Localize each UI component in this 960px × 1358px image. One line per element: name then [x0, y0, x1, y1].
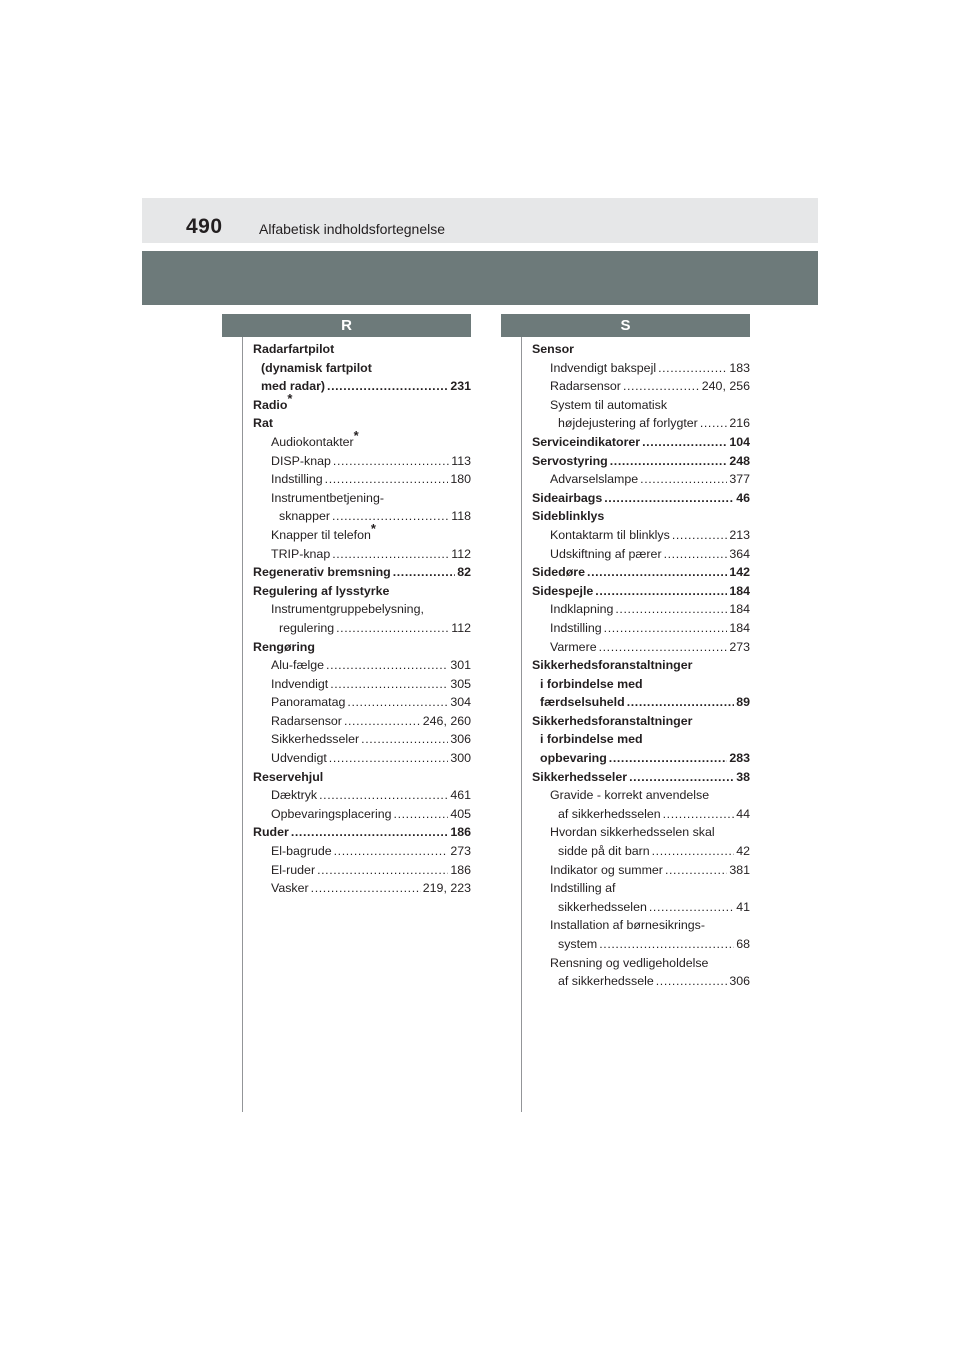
- entry-label: [550, 600, 613, 619]
- entry-label: [550, 954, 708, 973]
- index-entry: [253, 600, 471, 619]
- entry-label: [271, 520, 376, 545]
- index-entry: [253, 563, 471, 582]
- dot-leader: [640, 470, 727, 489]
- page-reference: 186: [450, 825, 471, 840]
- entry-text: Installation af børnesikrings-: [550, 918, 705, 933]
- index-entry: [253, 545, 471, 564]
- index-entry: [532, 805, 750, 824]
- entry-text: Radarfartpilot: [253, 342, 335, 356]
- index-entry: [253, 730, 471, 749]
- index-entry: [532, 433, 750, 452]
- page-reference: 304: [450, 695, 471, 710]
- index-entry: [253, 582, 471, 601]
- entry-text: Rensning og vedligeholdelse: [550, 955, 709, 970]
- entry-text: Indvendigt bakspejl: [550, 360, 657, 375]
- entry-text: Gravide - korrekt anvendelse: [550, 788, 710, 803]
- page-reference: 248: [729, 453, 750, 468]
- page-reference: 118: [451, 509, 471, 524]
- entry-text: Indklapning: [550, 602, 614, 617]
- page-reference: 184: [729, 583, 750, 598]
- page-reference: 301: [450, 658, 471, 673]
- entry-label: [271, 545, 330, 564]
- entry-text: Panoramatag: [271, 695, 346, 710]
- entry-label: [279, 619, 334, 638]
- index-entry: [253, 359, 471, 378]
- page-reference: 104: [729, 434, 750, 449]
- page-reference: 44: [736, 806, 750, 821]
- asterisk-mark: *: [370, 520, 376, 536]
- dot-leader: [649, 898, 734, 917]
- entry-text: Knapper til telefon: [271, 527, 371, 542]
- entry-label: [558, 935, 597, 954]
- dot-leader: [604, 619, 728, 638]
- entry-label: [253, 638, 315, 657]
- entry-label: [540, 749, 607, 768]
- index-entry: [532, 545, 750, 564]
- entry-text: System til automatisk: [550, 397, 668, 412]
- dot-leader: [665, 861, 727, 880]
- index-entry: [253, 340, 471, 359]
- entry-text: af sikkerhedssele: [558, 974, 654, 989]
- entry-label: [532, 489, 602, 508]
- dot-leader: [344, 712, 421, 731]
- entry-text: sknapper: [279, 509, 330, 524]
- page-reference: 273: [450, 844, 471, 859]
- entry-label: [550, 377, 621, 396]
- page-reference: 377: [729, 472, 750, 487]
- index-entry: [532, 916, 750, 935]
- page-reference: 216: [729, 416, 750, 431]
- entry-text: Sidespejle: [532, 583, 594, 598]
- entry-label: [253, 582, 389, 601]
- page-reference: 240, 256: [701, 379, 750, 394]
- entry-text: El-ruder: [271, 862, 316, 877]
- entry-label: [558, 842, 650, 861]
- entry-text: Vasker: [271, 881, 309, 896]
- index-column-r: [253, 340, 471, 898]
- entry-text: Sikkerhedsseler: [271, 732, 360, 747]
- entry-text: af sikkerhedsselen: [558, 806, 661, 821]
- index-entry: [253, 452, 471, 471]
- entry-text: Alu-fælge: [271, 658, 325, 673]
- entry-text: DISP-knap: [271, 453, 331, 468]
- entry-text: Ruder: [253, 825, 289, 840]
- entry-label: [271, 656, 324, 675]
- dot-leader: [599, 935, 734, 954]
- page-reference: 82: [457, 565, 471, 580]
- index-entry: [532, 638, 750, 657]
- entry-label: [532, 768, 627, 787]
- entry-label: [253, 563, 391, 582]
- dot-leader: [656, 972, 728, 991]
- letter-heading-s: S: [501, 314, 750, 337]
- index-entry: [253, 879, 471, 898]
- entry-label: [532, 563, 585, 582]
- entry-text: Indikator og summer: [550, 862, 663, 877]
- page-reference: 184: [729, 620, 750, 635]
- entry-label: [550, 823, 715, 842]
- dot-leader: [658, 359, 727, 378]
- index-entry: [532, 600, 750, 619]
- page-reference: 41: [736, 899, 750, 914]
- entry-text: Sikkerhedsseler: [532, 769, 628, 784]
- dot-leader: [332, 507, 449, 526]
- entry-text: Indstilling af: [550, 881, 616, 896]
- entry-label: [532, 433, 640, 452]
- index-entry: [532, 879, 750, 898]
- index-entry: [532, 749, 750, 768]
- entry-text: Audiokontakter: [271, 434, 354, 449]
- entry-text: Rat: [253, 416, 273, 431]
- entry-text: sidde på dit barn: [558, 844, 650, 859]
- page-reference: 246, 260: [422, 713, 471, 728]
- entry-label: [261, 377, 325, 396]
- index-entry: [532, 898, 750, 917]
- dot-leader: [326, 656, 448, 675]
- index-entry: [253, 712, 471, 731]
- dot-leader: [330, 675, 448, 694]
- dot-leader: [361, 730, 448, 749]
- dot-leader: [319, 786, 448, 805]
- page-reference: 142: [729, 565, 750, 580]
- entry-label: [253, 823, 289, 842]
- entry-text: sikkerhedsselen: [558, 899, 647, 914]
- entry-text: højdejustering af forlygter: [558, 416, 698, 431]
- dot-leader: [334, 842, 449, 861]
- page-reference: 231: [450, 379, 471, 394]
- entry-label: [558, 898, 647, 917]
- index-entry: [532, 582, 750, 601]
- entry-label: [558, 972, 654, 991]
- page-reference: 112: [451, 546, 471, 561]
- index-entry: [532, 563, 750, 582]
- index-entry: [532, 954, 750, 973]
- entry-text: Instrumentgruppebelysning,: [271, 602, 424, 617]
- index-entry: [253, 638, 471, 657]
- index-entry: [532, 619, 750, 638]
- entry-label: [550, 879, 615, 898]
- entry-text: Varmere: [550, 639, 597, 654]
- page-reference: 184: [729, 602, 750, 617]
- entry-label: [271, 489, 384, 508]
- index-entry: [532, 452, 750, 471]
- page-reference: 89: [736, 695, 750, 710]
- entry-text: Sidedøre: [532, 565, 586, 580]
- index-entry: [532, 861, 750, 880]
- entry-text: Udvendigt: [271, 751, 327, 766]
- entry-text: Sikkerhedsforanstaltninger: [532, 713, 693, 728]
- entry-label: [279, 507, 330, 526]
- page-reference: 219, 223: [422, 881, 471, 896]
- entry-text: Radarsensor: [271, 713, 342, 728]
- dot-leader: [325, 470, 449, 489]
- dot-leader: [627, 693, 735, 712]
- entry-label: [271, 861, 315, 880]
- dot-leader: [327, 377, 448, 396]
- entry-label: [550, 526, 670, 545]
- page-reference: 405: [450, 806, 471, 821]
- index-entry: [253, 823, 471, 842]
- dot-leader: [599, 638, 728, 657]
- entry-text: Sikkerhedsforanstaltninger: [532, 658, 693, 673]
- dot-leader: [291, 823, 449, 842]
- entry-text: Serviceindikatorer: [532, 434, 641, 449]
- entry-text: Sideairbags: [532, 490, 603, 505]
- page-reference: 183: [729, 360, 750, 375]
- dot-leader: [672, 526, 727, 545]
- index-entry: [253, 427, 471, 452]
- dot-leader: [393, 563, 455, 582]
- entry-label: [532, 340, 574, 359]
- page-reference: 306: [729, 974, 750, 989]
- entry-label: [271, 842, 332, 861]
- entry-text: Sideblinklys: [532, 509, 605, 524]
- index-entry: [253, 390, 471, 415]
- page-reference: 186: [450, 862, 471, 877]
- entry-label: [271, 879, 309, 898]
- entry-text: system: [558, 937, 598, 951]
- entry-label: [558, 805, 661, 824]
- entry-label: [550, 396, 667, 415]
- page-reference: 283: [729, 751, 750, 766]
- dot-leader: [664, 545, 728, 564]
- entry-text: Servostyring: [532, 453, 608, 468]
- column-divider-s: [521, 337, 522, 1112]
- entry-text: Indstilling: [271, 472, 323, 487]
- page-reference: 213: [729, 527, 750, 542]
- entry-label: [253, 340, 334, 359]
- entry-label: [540, 730, 643, 749]
- entry-text: Udskiftning af pærer: [550, 546, 662, 561]
- dot-leader: [332, 545, 449, 564]
- entry-text: Indvendigt: [271, 676, 329, 691]
- dot-leader: [652, 842, 735, 861]
- index-entry: [253, 656, 471, 675]
- index-entry: [253, 842, 471, 861]
- entry-label: [532, 452, 608, 471]
- index-entry: [532, 972, 750, 991]
- entry-label: [271, 786, 317, 805]
- entry-label: [271, 452, 331, 471]
- index-entry: [532, 526, 750, 545]
- entry-label: [532, 712, 692, 731]
- page-reference: 113: [451, 453, 471, 468]
- index-entry: [532, 396, 750, 415]
- page-reference: 364: [729, 546, 750, 561]
- dot-leader: [317, 861, 448, 880]
- entry-text: i forbindelse med: [540, 732, 643, 747]
- entry-label: [271, 693, 345, 712]
- page-reference: 68: [736, 937, 750, 951]
- dot-leader: [329, 749, 449, 768]
- index-entry: [253, 520, 471, 545]
- entry-label: [550, 359, 656, 378]
- index-column-s: [532, 340, 750, 991]
- dot-leader: [587, 563, 727, 582]
- index-entry: [532, 786, 750, 805]
- index-entry: [532, 340, 750, 359]
- entry-label: [271, 600, 424, 619]
- page-reference: 112: [451, 620, 471, 635]
- index-entry: [253, 377, 471, 396]
- entry-text: Advarselslampe: [550, 472, 639, 487]
- index-entry: [532, 712, 750, 731]
- index-entry: [253, 805, 471, 824]
- index-entry: [253, 489, 471, 508]
- page-reference: 306: [450, 732, 471, 747]
- index-entry: [532, 730, 750, 749]
- entry-text: Radio: [253, 397, 288, 412]
- index-entry: [532, 470, 750, 489]
- entry-text: regulering: [279, 620, 335, 635]
- entry-label: [540, 693, 625, 712]
- entry-label: [550, 916, 705, 935]
- entry-text: (dynamisk fartpilot: [261, 360, 372, 375]
- dot-leader: [642, 433, 727, 452]
- entry-label: [532, 507, 604, 526]
- entry-label: [532, 582, 593, 601]
- dot-leader: [336, 619, 449, 638]
- entry-label: [550, 619, 602, 638]
- page-reference: 300: [450, 751, 471, 766]
- dot-leader: [333, 452, 449, 471]
- index-entry: [532, 823, 750, 842]
- index-entry: [253, 675, 471, 694]
- index-entry: [532, 693, 750, 712]
- entry-text: Hvordan sikkerhedsselen skal: [550, 825, 715, 840]
- index-entry: [253, 749, 471, 768]
- dot-leader: [615, 600, 727, 619]
- entry-text: Reservehjul: [253, 769, 324, 784]
- letter-heading-r: R: [222, 314, 471, 337]
- entry-text: Opbevaringsplacering: [271, 806, 392, 821]
- index-entry: [532, 377, 750, 396]
- index-entry: [253, 768, 471, 787]
- entry-label: [261, 359, 372, 378]
- page-reference: 42: [736, 844, 750, 859]
- entry-label: [271, 805, 392, 824]
- dot-leader: [394, 805, 449, 824]
- page-reference: 305: [450, 676, 471, 691]
- entry-label: [253, 414, 273, 433]
- entry-text: Dæktryk: [271, 788, 318, 803]
- entry-label: [271, 749, 327, 768]
- entry-label: [271, 427, 359, 452]
- entry-label: [558, 414, 698, 433]
- asterisk-mark: *: [353, 427, 359, 443]
- entry-text: TRIP-knap: [271, 546, 331, 561]
- entry-text: opbevaring: [540, 751, 607, 766]
- index-entry: [253, 861, 471, 880]
- page-number: 490: [186, 215, 223, 238]
- dot-leader: [609, 749, 728, 768]
- dot-leader: [629, 768, 734, 787]
- entry-text: i forbindelse med: [540, 676, 643, 691]
- dot-leader: [604, 489, 734, 508]
- page-reference: 180: [450, 472, 471, 487]
- entry-text: Kontaktarm til blinklys: [550, 527, 670, 542]
- entry-label: [540, 675, 643, 694]
- entry-label: [253, 768, 323, 787]
- page-reference: 46: [736, 490, 750, 505]
- dot-leader: [610, 452, 728, 471]
- entry-label: [271, 712, 342, 731]
- page-reference: 273: [729, 639, 750, 654]
- index-entry: [253, 414, 471, 433]
- asterisk-mark: *: [287, 390, 293, 406]
- index-entry: [253, 507, 471, 526]
- entry-label: [550, 638, 597, 657]
- entry-text: Regenerativ bremsning: [253, 565, 391, 580]
- entry-text: med radar): [261, 379, 326, 394]
- index-entry: [532, 656, 750, 675]
- entry-text: El-bagrude: [271, 844, 332, 859]
- entry-text: Instrumentbetjening-: [271, 490, 384, 505]
- entry-label: [550, 786, 709, 805]
- entry-label: [532, 656, 692, 675]
- header-bar: [142, 198, 818, 243]
- index-entry: [253, 470, 471, 489]
- index-entry: [532, 842, 750, 861]
- index-entry: [532, 507, 750, 526]
- entry-label: [253, 390, 293, 415]
- entry-text: Indstilling: [550, 620, 602, 635]
- index-entry: [253, 786, 471, 805]
- dot-leader: [347, 693, 448, 712]
- entry-text: Regulering af lysstyrke: [253, 583, 390, 598]
- entry-label: [550, 470, 638, 489]
- entry-label: [550, 861, 663, 880]
- dot-leader: [700, 414, 728, 433]
- dot-leader: [623, 377, 700, 396]
- index-entry: [253, 693, 471, 712]
- dot-leader: [595, 582, 727, 601]
- entry-label: [271, 675, 328, 694]
- section-band: [142, 251, 818, 305]
- entry-label: [271, 470, 323, 489]
- page-reference: 381: [729, 862, 750, 877]
- dot-leader: [663, 805, 735, 824]
- index-entry: [532, 414, 750, 433]
- entry-label: [550, 545, 662, 564]
- index-entry: [532, 359, 750, 378]
- page-title: Alfabetisk indholdsfortegnelse: [259, 221, 446, 237]
- index-entry: [532, 768, 750, 787]
- index-entry: [532, 935, 750, 954]
- index-entry: [253, 619, 471, 638]
- column-divider-r: [242, 337, 243, 1112]
- index-entry: [532, 675, 750, 694]
- page-reference: 38: [736, 769, 750, 784]
- entry-text: Rengøring: [253, 639, 315, 654]
- entry-text: Sensor: [532, 342, 575, 356]
- page-reference: 461: [450, 788, 471, 803]
- index-entry: [532, 489, 750, 508]
- entry-text: færdselsuheld: [540, 695, 625, 710]
- dot-leader: [311, 879, 421, 898]
- entry-text: Radarsensor: [550, 379, 621, 394]
- entry-label: [271, 730, 359, 749]
